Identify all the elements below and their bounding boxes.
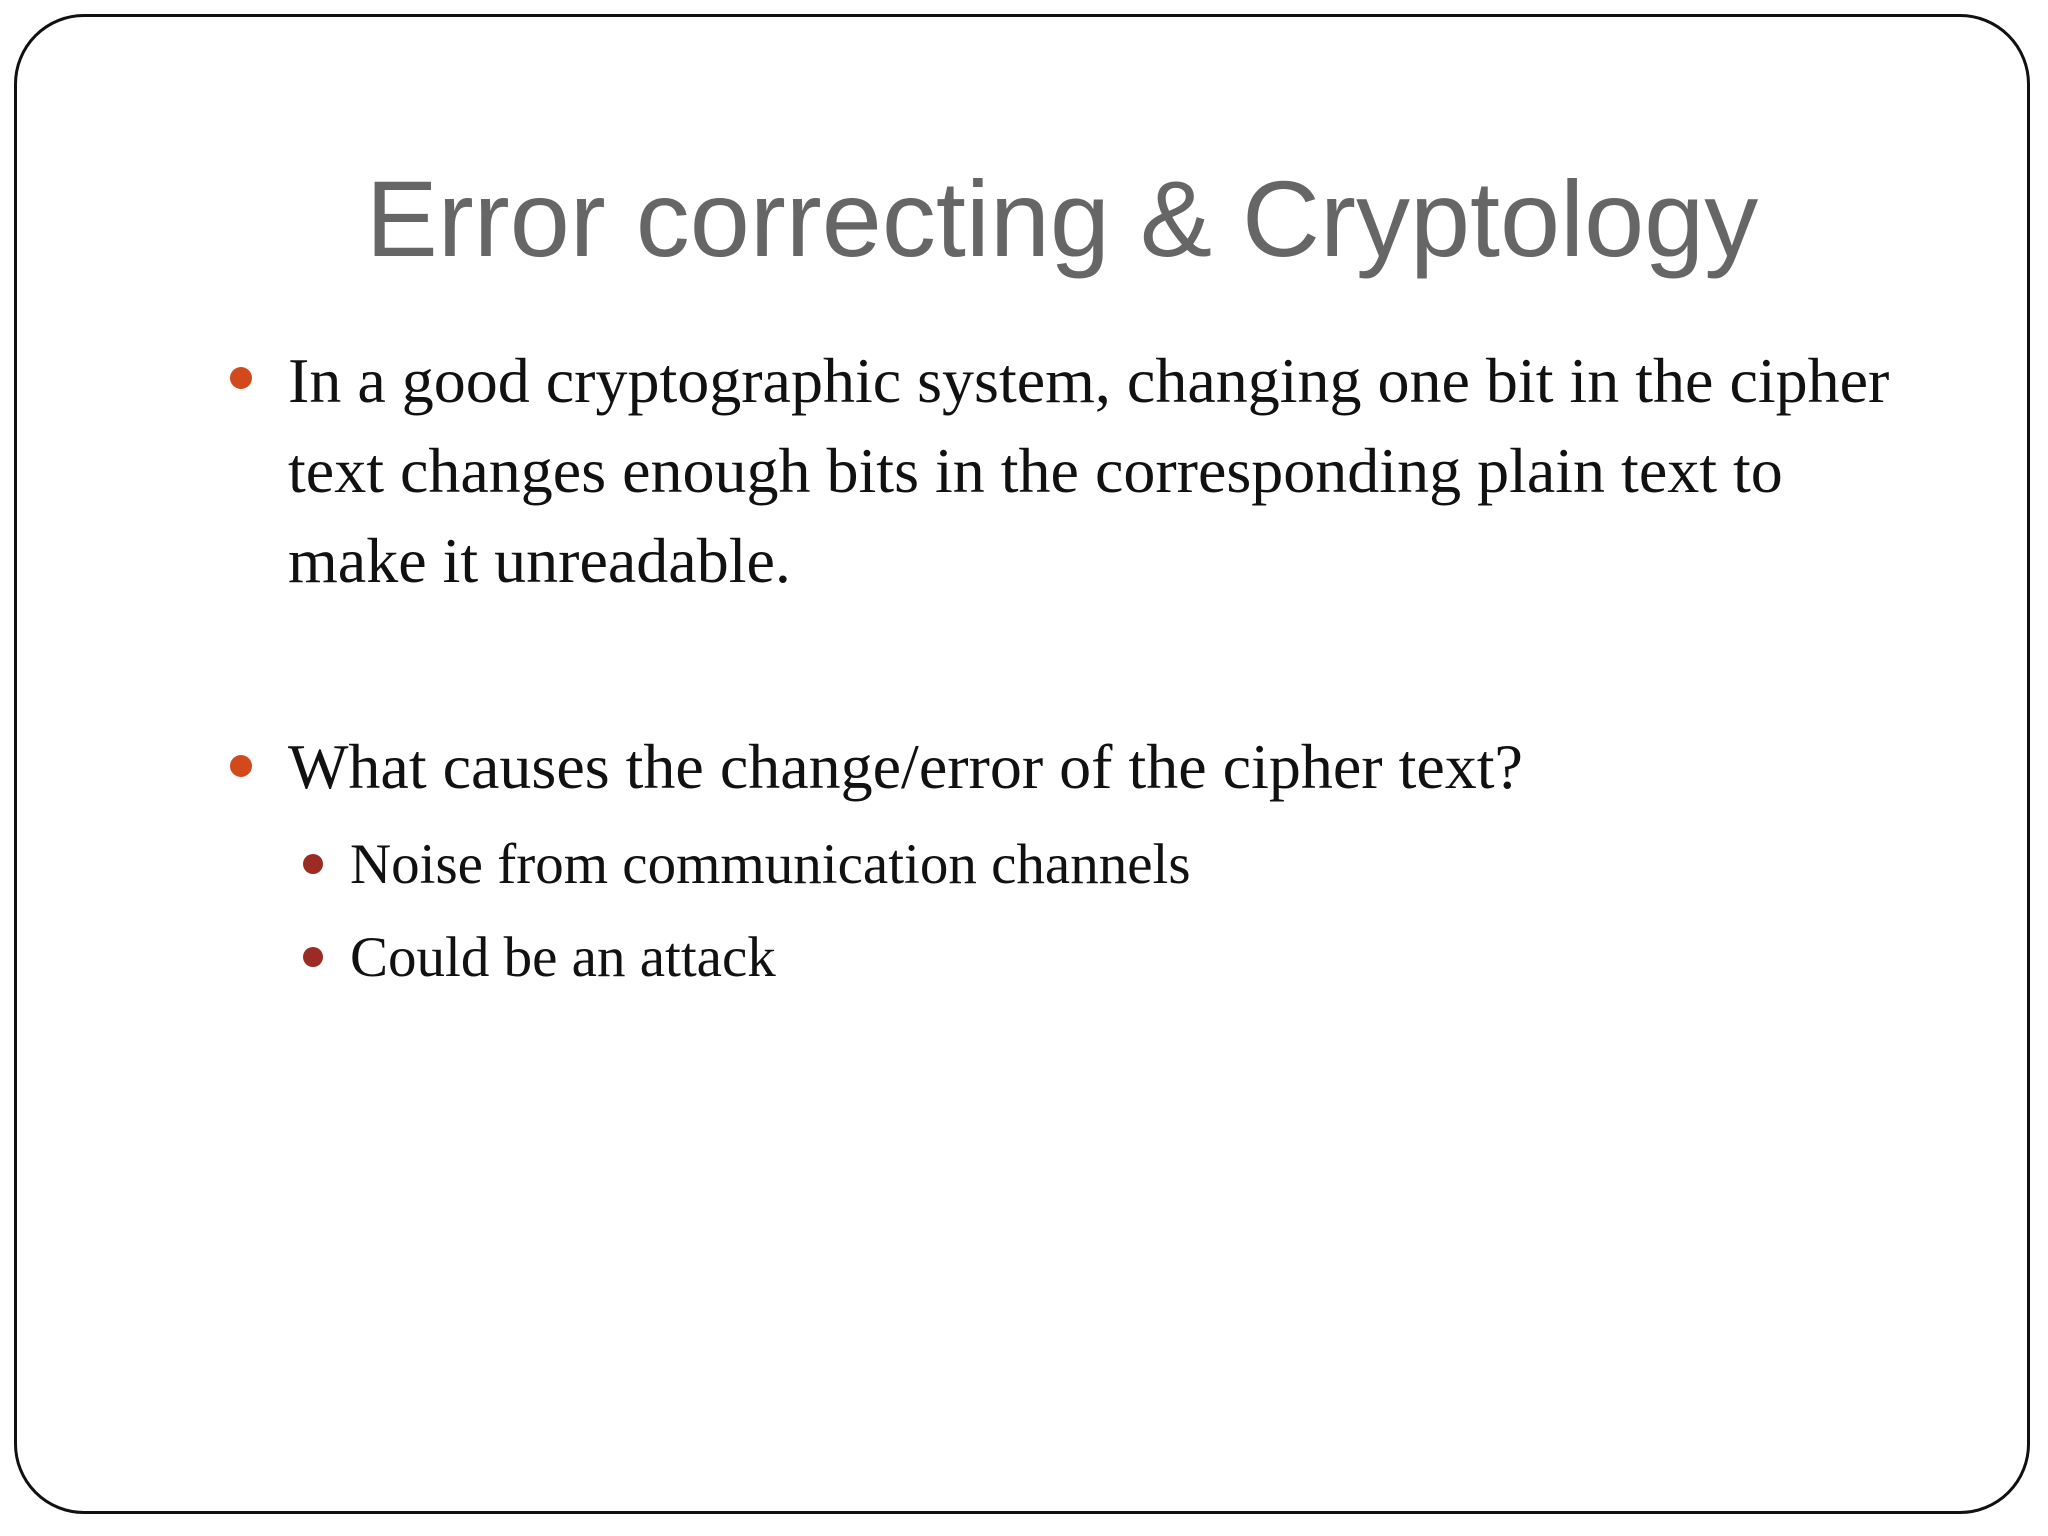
bullet-1-text: In a good cryptographic system, changing one bit in the cipher text changes enough bits in the corresponding plain text to make it unreadable. [288, 345, 1890, 596]
sub-bullet-marker-1 [303, 854, 323, 874]
sub-bullet-2-text: Could be an attack [350, 926, 776, 989]
sub-bullet-1-text: Noise from communication channels [350, 833, 1191, 896]
bullet-marker-1 [230, 367, 252, 389]
sub-bullet-marker-2 [303, 947, 323, 967]
slide-title: Error correcting & Cryptology [365, 158, 1759, 279]
bullet-marker-2 [230, 755, 252, 777]
bullet-2-text: What causes the change/error of the cipher text? [288, 731, 1523, 802]
